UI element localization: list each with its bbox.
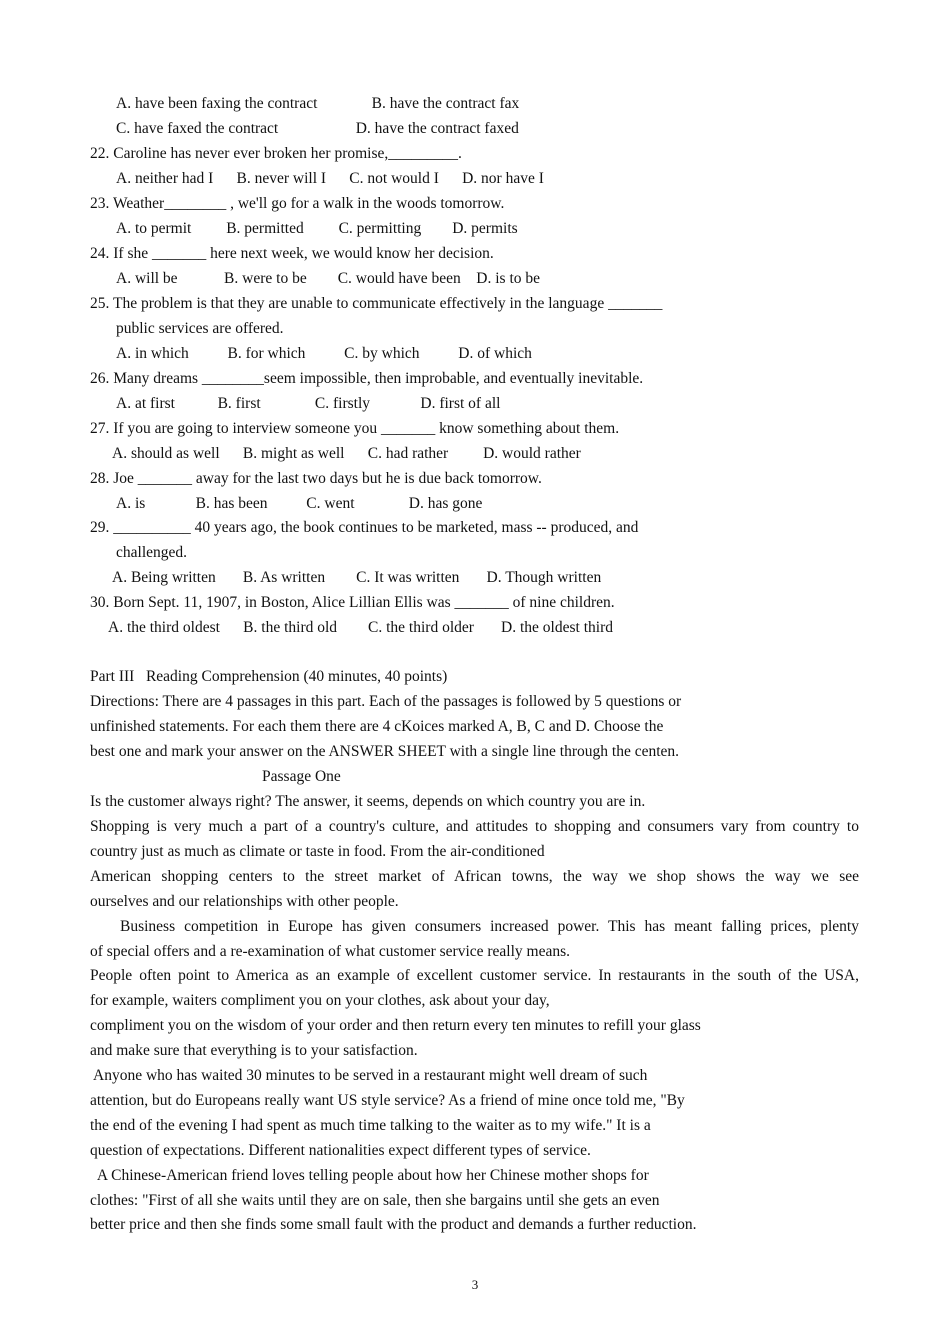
q30-options: A. the third oldest B. the third old C. the third older D. the oldest third — [108, 619, 613, 636]
q26-stem: 26. Many dreams ________seem impossible, then improbable, and eventually inevitable. — [90, 370, 644, 387]
passage-line: Business competition in Europe has given consumers increased power. This has meant falling prices, plenty — [120, 918, 859, 935]
q27-options: A. should as well B. might as well C. had rather D. would rather — [112, 445, 581, 462]
passage-line: A Chinese-American friend loves telling people about how her Chinese mother shops for — [90, 1167, 649, 1184]
passage-line: better price and then she finds some small fault with the product and demands a further reduction. — [90, 1216, 697, 1233]
passage-line: country just as much as climate or taste in food. From the air-conditioned — [90, 843, 545, 860]
passage-line: attention, but do Europeans really want US style service? As a friend of mine once told me, "By — [90, 1092, 685, 1109]
passage-line: clothes: "First of all she waits until they are on sale, then she bargains until she gets an even — [90, 1192, 660, 1209]
q28-options: A. is B. has been C. went D. has gone — [116, 495, 483, 512]
q24-stem: 24. If she _______ here next week, we would know her decision. — [90, 245, 494, 262]
q25-stem-line2: public services are offered. — [116, 320, 284, 337]
q30-stem: 30. Born Sept. 11, 1907, in Boston, Alice Lillian Ellis was _______ of nine children. — [90, 594, 615, 611]
q26-options: A. at first B. first C. firstly D. first of all — [116, 395, 501, 412]
passage-line: People often point to America as an example of excellent customer service. In restaurants in the south of the USA, — [90, 967, 859, 984]
passage-line: the end of the evening I had spent as much time talking to the waiter as to my wife." It is a — [90, 1117, 651, 1134]
passage-line: of special offers and a re-examination of what customer service really means. — [90, 943, 571, 960]
passage-line: ourselves and our relationships with other people. — [90, 893, 399, 910]
q23-stem: 23. Weather________ , we'll go for a walk in the woods tomorrow. — [90, 195, 505, 212]
q29-options: A. Being written B. As written C. It was written D. Though written — [112, 569, 602, 586]
q25-stem-line1: 25. The problem is that they are unable to communicate effectively in the language _______ — [90, 295, 663, 312]
passage-line: question of expectations. Different nationalities expect different types of service. — [90, 1142, 591, 1159]
passage-line: American shopping centers to the street market of African towns, the way we shop shows the way we see — [90, 868, 859, 885]
q25-options: A. in which B. for which C. by which D. of which — [116, 345, 532, 362]
page-number: 3 — [471, 1277, 479, 1292]
q27-stem: 27. If you are going to interview someone you _______ know something about them. — [90, 420, 620, 437]
passage-line: Anyone who has waited 30 minutes to be served in a restaurant might well dream of such — [90, 1067, 648, 1084]
q22-options: A. neither had I B. never will I C. not would I D. nor have I — [116, 170, 544, 187]
q22-stem: 22. Caroline has never ever broken her promise,_________. — [90, 145, 462, 162]
directions-line3: best one and mark your answer on the ANSWER SHEET with a single line through the centen. — [90, 743, 680, 760]
passage-line: compliment you on the wisdom of your order and then return every ten minutes to refill your glass — [90, 1017, 701, 1034]
passage-line: Is the customer always right? The answer, it seems, depends on which country you are in. — [90, 793, 646, 810]
q23-options: A. to permit B. permitted C. permitting D. permits — [116, 220, 518, 237]
q21-options-line2: C. have faxed the contract D. have the contract faxed — [116, 120, 519, 137]
passage-line: Shopping is very much a part of a country's culture, and attitudes to shopping and consumers vary from country to — [90, 818, 859, 835]
q28-stem: 28. Joe _______ away for the last two days but he is due back tomorrow. — [90, 470, 542, 487]
q24-options: A. will be B. were to be C. would have been D. is to be — [116, 270, 541, 287]
q29-stem-line2: challenged. — [116, 544, 188, 561]
q21-options-line1: A. have been faxing the contract B. have the contract fax — [116, 95, 520, 112]
part3-heading: Part III Reading Comprehension (40 minutes, 40 points) — [90, 668, 448, 685]
directions-line1: Directions: There are 4 passages in this part. Each of the passages is followed by 5 questions or — [90, 693, 682, 710]
passage-line: and make sure that everything is to your satisfaction. — [90, 1042, 418, 1059]
q29-stem-line1: 29. __________ 40 years ago, the book continues to be marketed, mass -- produced, and — [90, 519, 639, 536]
passage-title: Passage One — [262, 768, 341, 785]
passage-line: for example, waiters compliment you on your clothes, ask about your day, — [90, 992, 550, 1009]
directions-line2: unfinished statements. For each them there are 4 cKoices marked A, B, C and D. Choose the — [90, 718, 664, 735]
